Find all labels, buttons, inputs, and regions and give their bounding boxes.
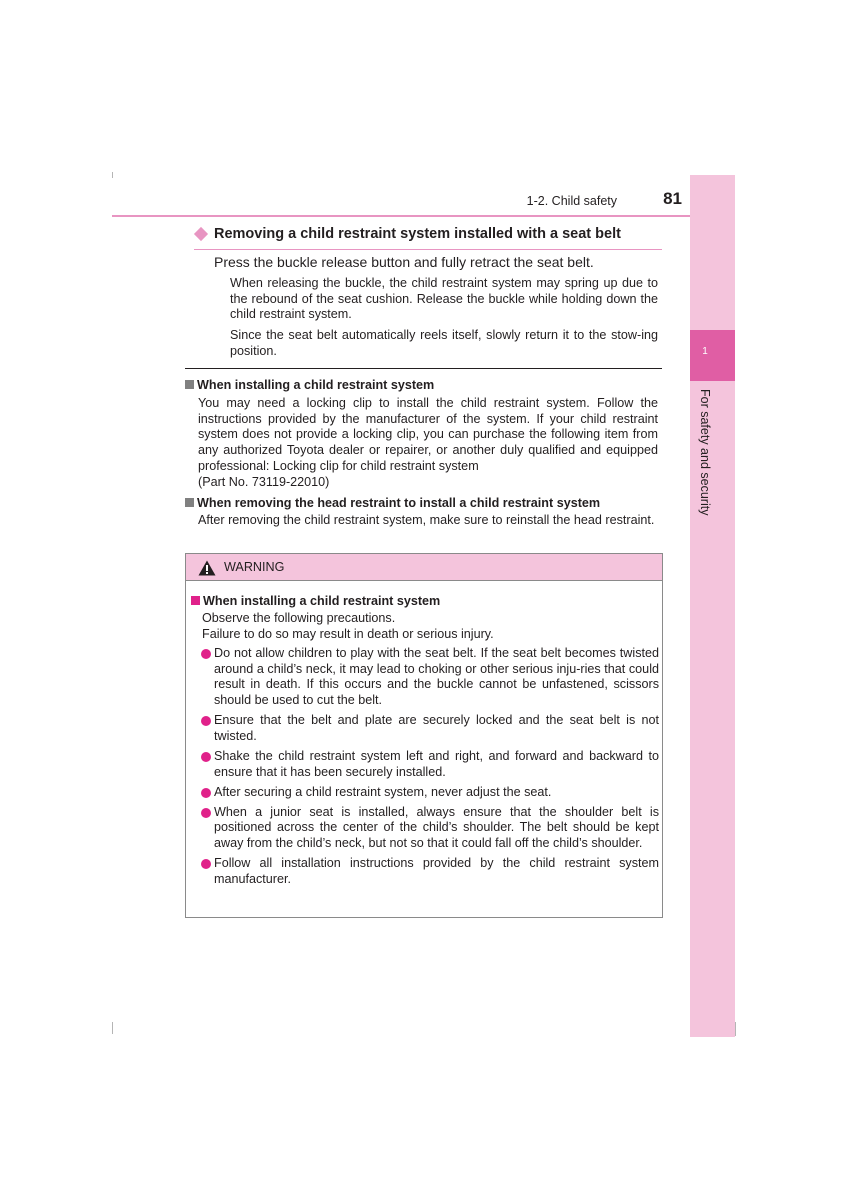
warning-title: WARNING <box>224 560 285 574</box>
warning-bullet: After securing a child restraint system, never adjust the seat. <box>200 785 659 801</box>
instruction-step: Press the buckle release button and fully retract the seat belt. <box>214 254 594 270</box>
page-number: 81 <box>663 189 682 208</box>
info-body-line: (Part No. 73119-22010) <box>198 474 330 489</box>
square-bullet-icon <box>185 498 194 507</box>
bullet-dot-icon <box>201 752 211 762</box>
warning-bullet: Ensure that the belt and plate are securely locked and the seat belt is not twisted. <box>200 713 659 744</box>
warning-intro <box>202 611 652 642</box>
info-body-line: After removing the child restraint system, make sure to reinstall the head restraint. <box>198 513 655 527</box>
note-paragraph: When releasing the buckle, the child restraint system may spring up due to the rebound of the seat cushion. Release the buckle while holding down the child restraint system. <box>230 276 658 322</box>
bullet-dot-icon <box>201 808 211 818</box>
warning-intro-line: Observe the following precautions. <box>202 611 396 625</box>
crop-mark-bottom-right <box>735 1022 736 1036</box>
chapter-title: For safety and security <box>698 389 712 516</box>
warning-heading: When installing a child restraint system <box>191 593 440 609</box>
bullet-dot-icon <box>201 649 211 659</box>
warning-bullet: When a junior seat is installed, always ensure that the shoulder belt is positioned across the center of the child’s shoulder. The belt should be kept away from the child’s neck, but not so that it could fall off the child’s shoulder. <box>200 805 659 852</box>
warning-bullet: Do not allow children to play with the seat belt. If the seat belt becomes twisted around a child’s neck, it may lead to choking or other serious inju-ries that could result in death. If this occurs and the buckle cannot be unfastened, scissors should be used to cut the belt. <box>200 646 659 709</box>
crop-mark-top-left <box>112 172 113 178</box>
note-paragraph: Since the seat belt automatically reels itself, slowly return it to the stow-ing position. <box>230 328 658 358</box>
bullet-dot-icon <box>201 859 211 869</box>
info-body-line: You may need a locking clip to install the child restraint system. Follow the instructions provided by the manufacturer of the system. If your child restraint system does not provide a locking clip, you can purchase the following item from any authorized Toyota dealer or repairer, or another duly qualified and equipped professional: Locking clip for child restraint system <box>198 396 658 473</box>
header-rule <box>112 215 690 217</box>
chapter-number: 1 <box>702 346 708 357</box>
warning-bullet: Follow all installation instructions provided by the child restraint system manufacturer. <box>200 856 659 887</box>
square-bullet-icon <box>185 380 194 389</box>
info-body <box>198 513 658 529</box>
warning-header <box>186 554 662 581</box>
sub-heading-text: Removing a child restraint system installed with a seat belt <box>214 226 621 242</box>
info-heading: When installing a child restraint system <box>185 377 434 393</box>
section-title: 1-2. Child safety <box>526 194 617 208</box>
warning-box <box>185 553 663 918</box>
diamond-icon <box>194 227 208 241</box>
square-bullet-icon <box>191 596 200 605</box>
crop-mark-bottom-left <box>112 1022 113 1034</box>
warning-bullet: Shake the child restraint system left and right, and forward and backward to ensure that it has been securely installed. <box>200 749 659 780</box>
sub-heading <box>194 225 662 250</box>
warning-triangle-icon <box>198 560 216 576</box>
info-heading: When removing the head restraint to install a child restraint system <box>185 495 600 511</box>
section-divider <box>185 368 662 369</box>
info-body <box>198 396 658 490</box>
bullet-dot-icon <box>201 716 211 726</box>
side-tab <box>690 175 735 1037</box>
bullet-dot-icon <box>201 788 211 798</box>
warning-bullet-list <box>200 646 659 892</box>
warning-intro-line: Failure to do so may result in death or serious injury. <box>202 626 494 641</box>
